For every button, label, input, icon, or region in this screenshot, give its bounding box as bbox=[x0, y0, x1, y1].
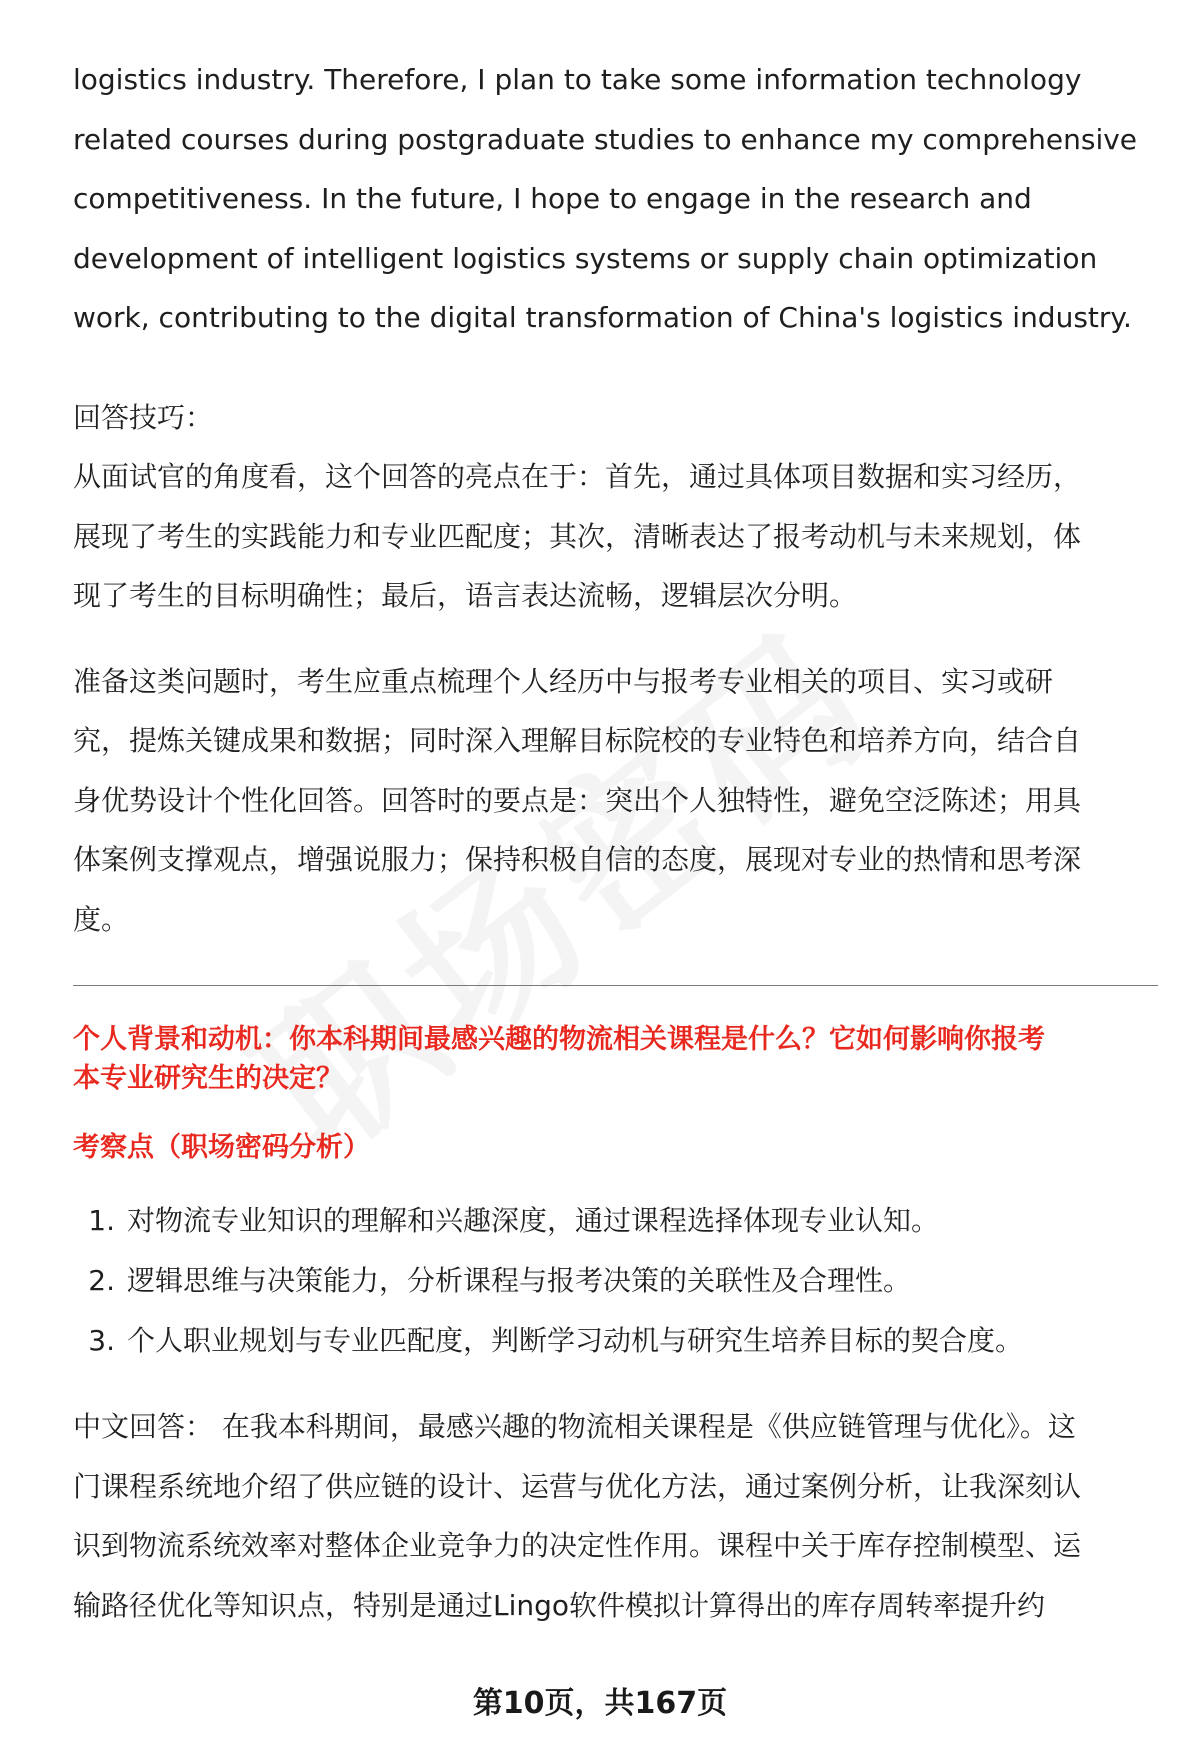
section-divider bbox=[73, 985, 1158, 986]
text-line: development of intelligent logistics systems or supply chain optimization bbox=[73, 241, 1098, 275]
text-line: 展现了考生的实践能力和专业匹配度；其次，清晰表达了报考动机与未来规划，体 bbox=[73, 519, 1082, 553]
text-line: 门课程系统地介绍了供应链的设计、运营与优化方法，通过案例分析，让我深刻认 bbox=[73, 1469, 1082, 1503]
text-line: work, contributing to the digital transformation of China's logistics industry. bbox=[73, 301, 1132, 334]
list-number: 1. bbox=[88, 1204, 115, 1237]
text-line: 本专业研究生的决定？ bbox=[73, 1063, 343, 1094]
list-text: 逻辑思维与决策能力，分析课程与报考决策的关联性及合理性。 bbox=[127, 1264, 912, 1297]
text-line: 个人背景和动机：你本科期间最感兴趣的物流相关课程是什么？它如何影响你报考 bbox=[73, 1024, 1045, 1055]
list-item bbox=[73, 1251, 1158, 1311]
text-line: 体案例支撑观点，增强说服力；保持积极自信的态度，展现对专业的热情和思考深 bbox=[73, 843, 1082, 876]
text-line: 从面试官的角度看，这个回答的亮点在于：首先，通过具体项目数据和实习经历， bbox=[73, 460, 1082, 493]
text-line: 准备这类问题时，考生应重点梳理个人经历中与报考专业相关的项目、实习或研 bbox=[73, 664, 1054, 698]
text-line: 度。 bbox=[73, 902, 130, 936]
document-page bbox=[73, 50, 1158, 1635]
text-line: 中文回答： 在我本科期间，最感兴趣的物流相关课程是《供应链管理与优化》。这 bbox=[73, 1410, 1076, 1443]
page-number-footer: 第10页，共167页 bbox=[472, 1686, 728, 1721]
assessment-heading: 考察点（职场密码分析） bbox=[73, 1132, 370, 1163]
list-number: 2. bbox=[88, 1264, 115, 1297]
text-line: 输路径优化等知识点，特别是通过Lingo软件模拟计算得出的库存周转率提升约 bbox=[73, 1588, 1046, 1622]
text-line: 现了考生的目标明确性；最后，语言表达流畅，逻辑层次分明。 bbox=[73, 579, 858, 612]
text-line: 究，提炼关键成果和数据；同时深入理解目标院校的专业特色和培养方向，结合自 bbox=[73, 724, 1082, 757]
assessment-list bbox=[73, 1191, 1158, 1371]
text-line: logistics industry. Therefore, I plan to take some information technology bbox=[73, 63, 1082, 96]
text-line: 识到物流系统效率对整体企业竞争力的决定性作用。课程中关于库存控制模型、运 bbox=[73, 1529, 1082, 1562]
question-heading bbox=[73, 1020, 1158, 1098]
chinese-answer-paragraph bbox=[73, 1397, 1158, 1635]
preparation-paragraph bbox=[73, 652, 1158, 950]
text-line: related courses during postgraduate studies to enhance my comprehensive bbox=[73, 122, 1138, 156]
list-text: 个人职业规划与专业匹配度，判断学习动机与研究生培养目标的契合度。 bbox=[127, 1324, 1024, 1357]
list-item bbox=[73, 1311, 1158, 1371]
text-line: competitiveness. In the future, I hope to engage in the research and bbox=[73, 182, 1032, 215]
english-answer-paragraph bbox=[73, 50, 1158, 348]
tips-paragraph bbox=[73, 447, 1158, 626]
list-number: 3. bbox=[88, 1324, 115, 1357]
list-text: 对物流专业知识的理解和兴趣深度，通过课程选择体现专业认知。 bbox=[127, 1204, 940, 1237]
list-item bbox=[73, 1191, 1158, 1251]
text-line: 身优势设计个性化回答。回答时的要点是：突出个人独特性，避免空泛陈述；用具 bbox=[73, 783, 1082, 817]
tips-label: 回答技巧： bbox=[73, 400, 214, 434]
